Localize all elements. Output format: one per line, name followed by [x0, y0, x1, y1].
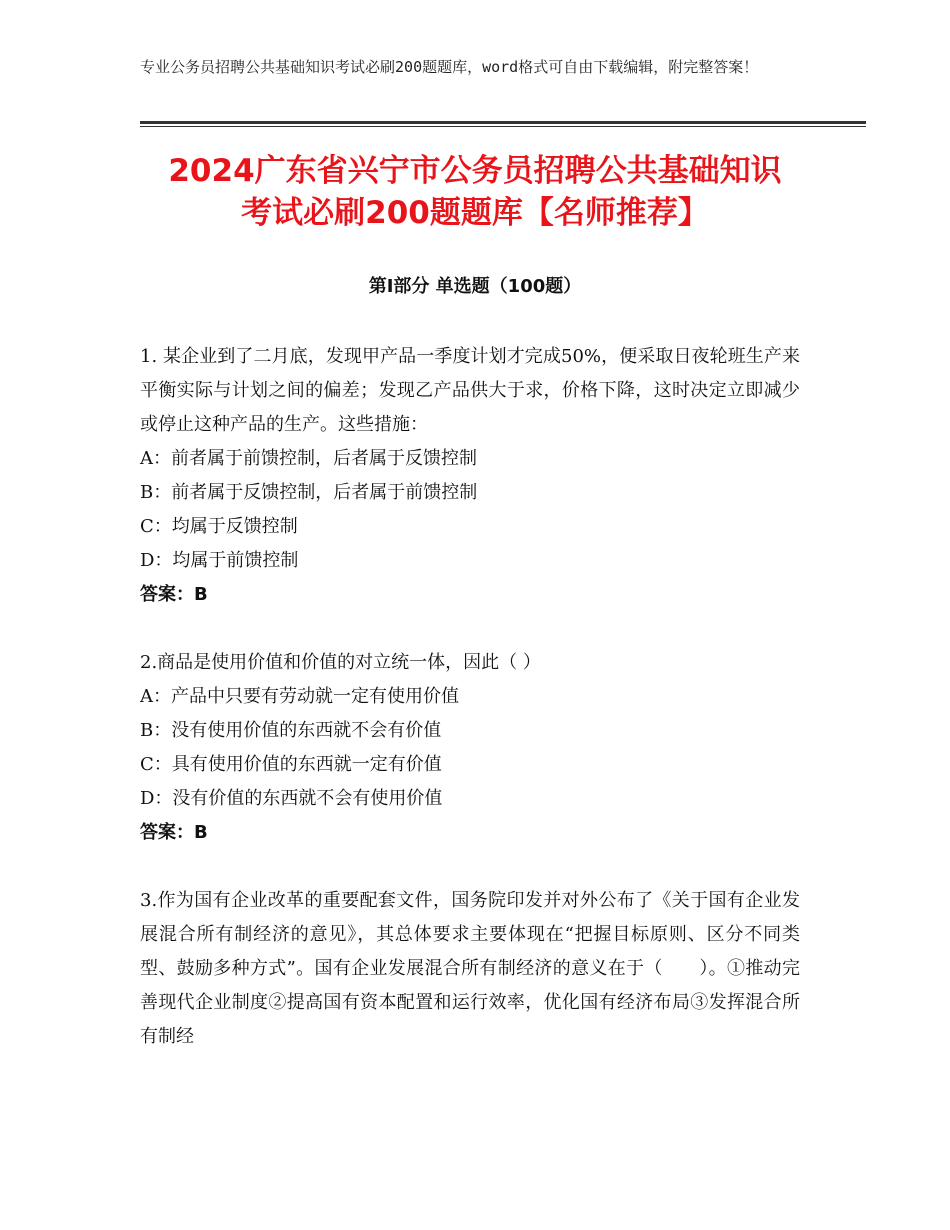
option-c: C：具有使用价值的东西就一定有价值 [140, 754, 442, 775]
document-title-line-2: 考试必刷200题题库【名师推荐】 [241, 195, 709, 231]
question-2 [140, 646, 800, 850]
answer-line: 答案：B [140, 822, 208, 843]
option-b: B：前者属于反馈控制，后者属于前馈控制 [140, 482, 478, 503]
header-rule-thin [140, 126, 866, 127]
header-note: 专业公务员招聘公共基础知识考试必刷200题题库，word格式可自由下载编辑，附完整答案！ [140, 58, 759, 76]
question-stem: 1. 某企业到了二月底，发现甲产品一季度计划才完成50%，便采取日夜轮班生产来平衡实际与计划之间的偏差；发现乙产品供大于求，价格下降，这时决定立即减少或停止这种产品的生产。这些措施： [140, 346, 800, 435]
question-stem: 3.作为国有企业改革的重要配套文件，国务院印发并对外公布了《关于国有企业发展混合所有制经济的意见》，其总体要求主要体现在“把握目标原则、区分不同类型、鼓励多种方式”。国有企业发展混合所有制经济的意义在于（ ）。①推动完善现代企业制度②提高国有资本配置和运行效率，优化国有经济布局③发挥混合所有制经 [140, 890, 800, 1047]
document-title [100, 150, 850, 234]
option-c: C：均属于反馈控制 [140, 516, 298, 537]
option-d: D：均属于前馈控制 [140, 550, 299, 571]
question-1 [140, 340, 800, 612]
answer-line: 答案：B [140, 584, 208, 605]
question-3 [140, 884, 800, 1054]
question-stem: 2.商品是使用价值和价值的对立统一体，因此（ ） [140, 652, 541, 673]
document-title-line-1: 2024广东省兴宁市公务员招聘公共基础知识 [168, 153, 782, 189]
option-a: A：前者属于前馈控制，后者属于反馈控制 [140, 448, 477, 469]
option-b: B：没有使用价值的东西就不会有价值 [140, 720, 442, 741]
header-rule-thick [140, 121, 866, 124]
option-a: A：产品中只要有劳动就一定有使用价值 [140, 686, 459, 707]
option-d: D：没有价值的东西就不会有使用价值 [140, 788, 443, 809]
question-list [140, 340, 800, 1088]
section-heading: 第Ⅰ部分 单选题（100题） [368, 276, 582, 297]
